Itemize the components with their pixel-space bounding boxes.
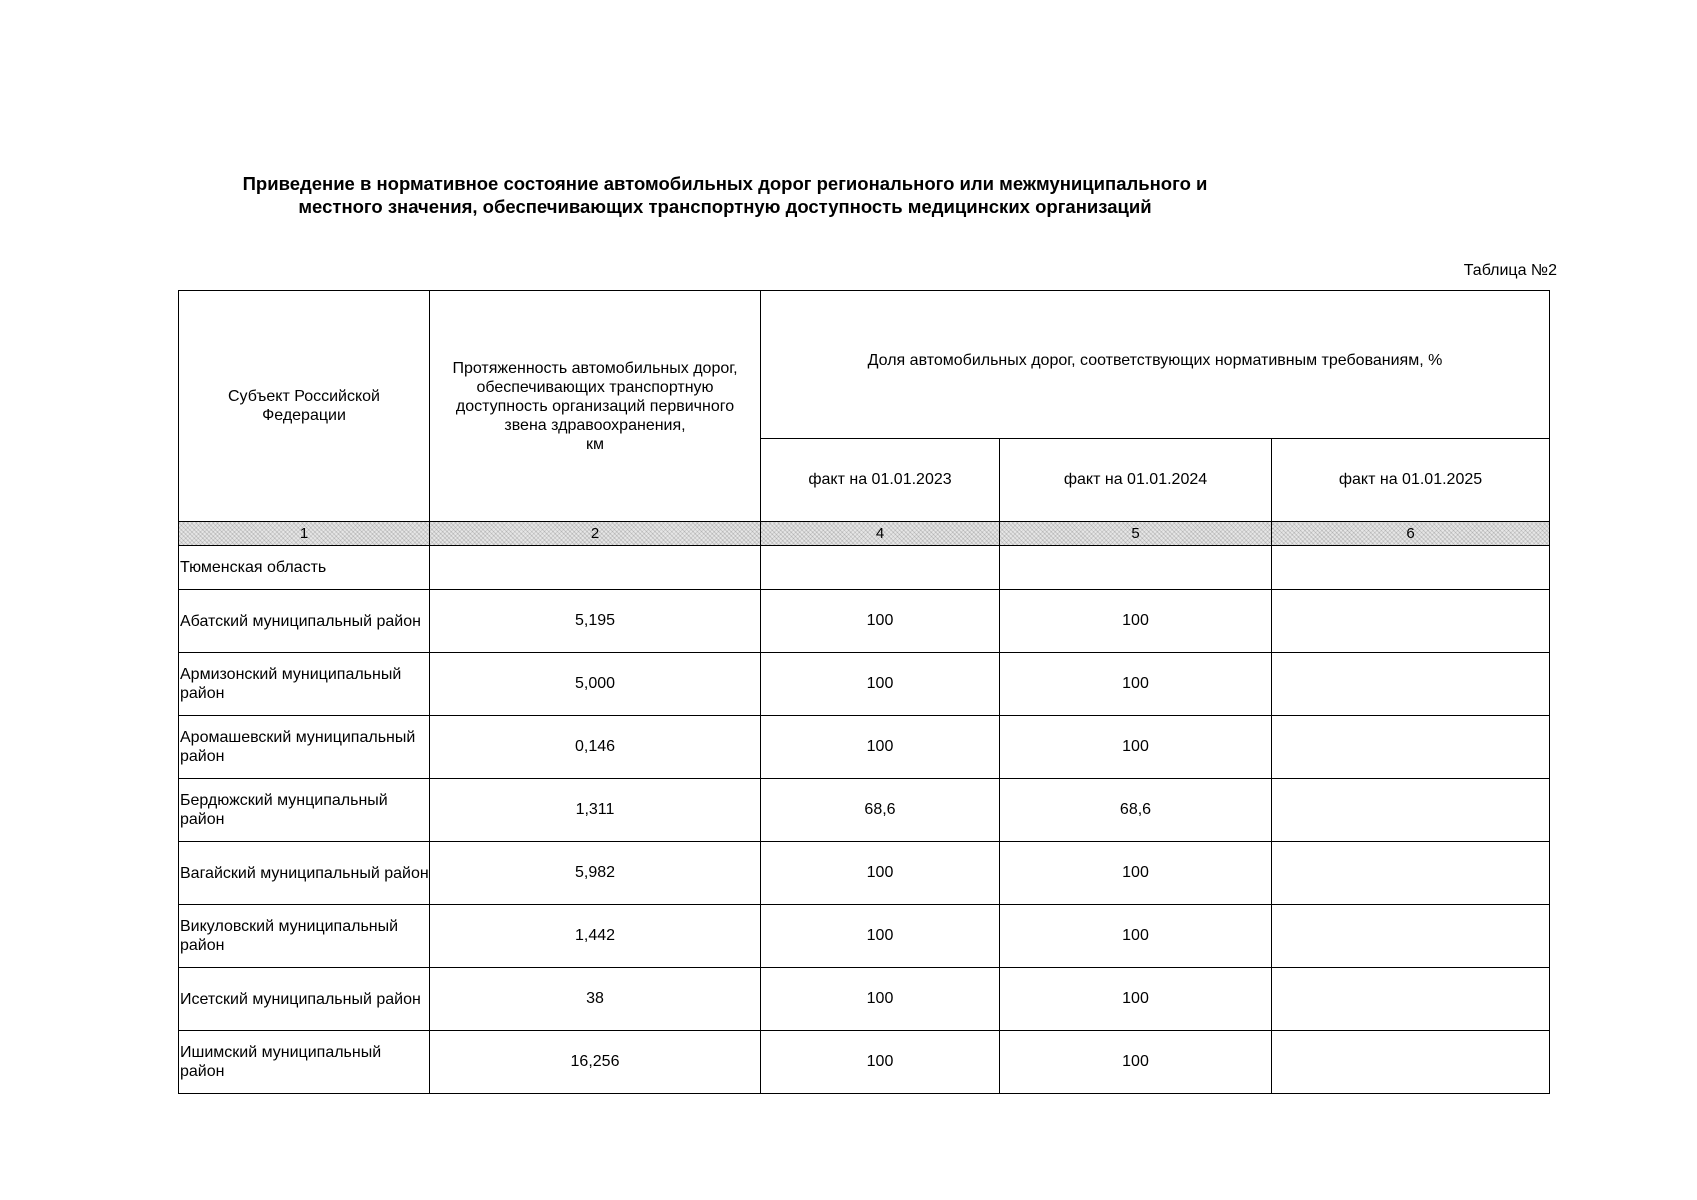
row-fact-2023 <box>761 546 1000 590</box>
row-fact-2023: 100 <box>761 905 1000 968</box>
row-fact-2023: 100 <box>761 590 1000 653</box>
header-fact-2023: факт на 01.01.2023 <box>761 439 1000 522</box>
table-row <box>179 905 1550 968</box>
row-fact-2024: 100 <box>1000 905 1272 968</box>
row-length: 1,442 <box>430 905 761 968</box>
column-number-row <box>179 522 1550 546</box>
table-number: Таблица №2 <box>1463 262 1557 279</box>
row-fact-2024: 100 <box>1000 1031 1272 1094</box>
row-fact-2025 <box>1272 905 1550 968</box>
column-number: 6 <box>1272 522 1550 546</box>
header-length <box>430 291 761 522</box>
row-fact-2023: 100 <box>761 653 1000 716</box>
row-length: 16,256 <box>430 1031 761 1094</box>
column-number: 1 <box>179 522 430 546</box>
row-name: Тюменская область <box>179 546 430 590</box>
row-name: Бердюжский мунципальный район <box>179 779 430 842</box>
row-fact-2025 <box>1272 590 1550 653</box>
table-row <box>179 779 1550 842</box>
row-name: Ишимский муниципальный район <box>179 1031 430 1094</box>
data-table <box>178 290 1550 1094</box>
title-line-1: Приведение в нормативное состояние автомобильных дорог регионального или межмуниципального и <box>242 173 1208 194</box>
row-fact-2025 <box>1272 546 1550 590</box>
header-length-unit: км <box>586 435 604 453</box>
row-length: 38 <box>430 968 761 1031</box>
row-name: Вагайский муниципальный район <box>179 842 430 905</box>
row-name: Армизонский муниципальный район <box>179 653 430 716</box>
row-fact-2023: 100 <box>761 716 1000 779</box>
row-fact-2024: 100 <box>1000 968 1272 1031</box>
row-fact-2024: 100 <box>1000 842 1272 905</box>
header-length-text: Протяженность автомобильных дорог, обеспечивающих транспортную доступность организаций первичного звена здравоохранения, <box>452 359 738 434</box>
table-row <box>179 590 1550 653</box>
row-fact-2025 <box>1272 1031 1550 1094</box>
row-length <box>430 546 761 590</box>
document-title <box>180 172 1270 218</box>
column-number: 2 <box>430 522 761 546</box>
row-fact-2024: 100 <box>1000 590 1272 653</box>
row-name: Абатский муниципальный район <box>179 590 430 653</box>
row-length: 1,311 <box>430 779 761 842</box>
row-fact-2024 <box>1000 546 1272 590</box>
row-fact-2025 <box>1272 779 1550 842</box>
row-name: Аромашевский муниципальный район <box>179 716 430 779</box>
header-share: Доля автомобильных дорог, соответствующих нормативным требованиям, % <box>761 291 1550 439</box>
row-name: Исетский муниципальный район <box>179 968 430 1031</box>
row-fact-2025 <box>1272 716 1550 779</box>
row-fact-2024: 68,6 <box>1000 779 1272 842</box>
row-fact-2025 <box>1272 653 1550 716</box>
row-fact-2023: 100 <box>761 968 1000 1031</box>
table-row <box>179 653 1550 716</box>
column-number: 4 <box>761 522 1000 546</box>
header-fact-2025: факт на 01.01.2025 <box>1272 439 1550 522</box>
row-length: 5,000 <box>430 653 761 716</box>
row-fact-2024: 100 <box>1000 716 1272 779</box>
row-fact-2023: 68,6 <box>761 779 1000 842</box>
row-fact-2024: 100 <box>1000 653 1272 716</box>
row-fact-2023: 100 <box>761 842 1000 905</box>
table-row <box>179 968 1550 1031</box>
row-length: 5,982 <box>430 842 761 905</box>
table-row <box>179 716 1550 779</box>
row-length: 0,146 <box>430 716 761 779</box>
row-fact-2023: 100 <box>761 1031 1000 1094</box>
table-row <box>179 1031 1550 1094</box>
table-row <box>179 842 1550 905</box>
table-row <box>179 546 1550 590</box>
row-fact-2025 <box>1272 842 1550 905</box>
header-subject-text: Субъект Российской Федерации <box>228 388 380 424</box>
header-fact-2024: факт на 01.01.2024 <box>1000 439 1272 522</box>
header-subject <box>179 291 430 522</box>
column-number: 5 <box>1000 522 1272 546</box>
row-length: 5,195 <box>430 590 761 653</box>
row-fact-2025 <box>1272 968 1550 1031</box>
title-line-2: местного значения, обеспечивающих транспортную доступность медицинских организаций <box>298 196 1152 217</box>
row-name: Викуловский муниципальный район <box>179 905 430 968</box>
